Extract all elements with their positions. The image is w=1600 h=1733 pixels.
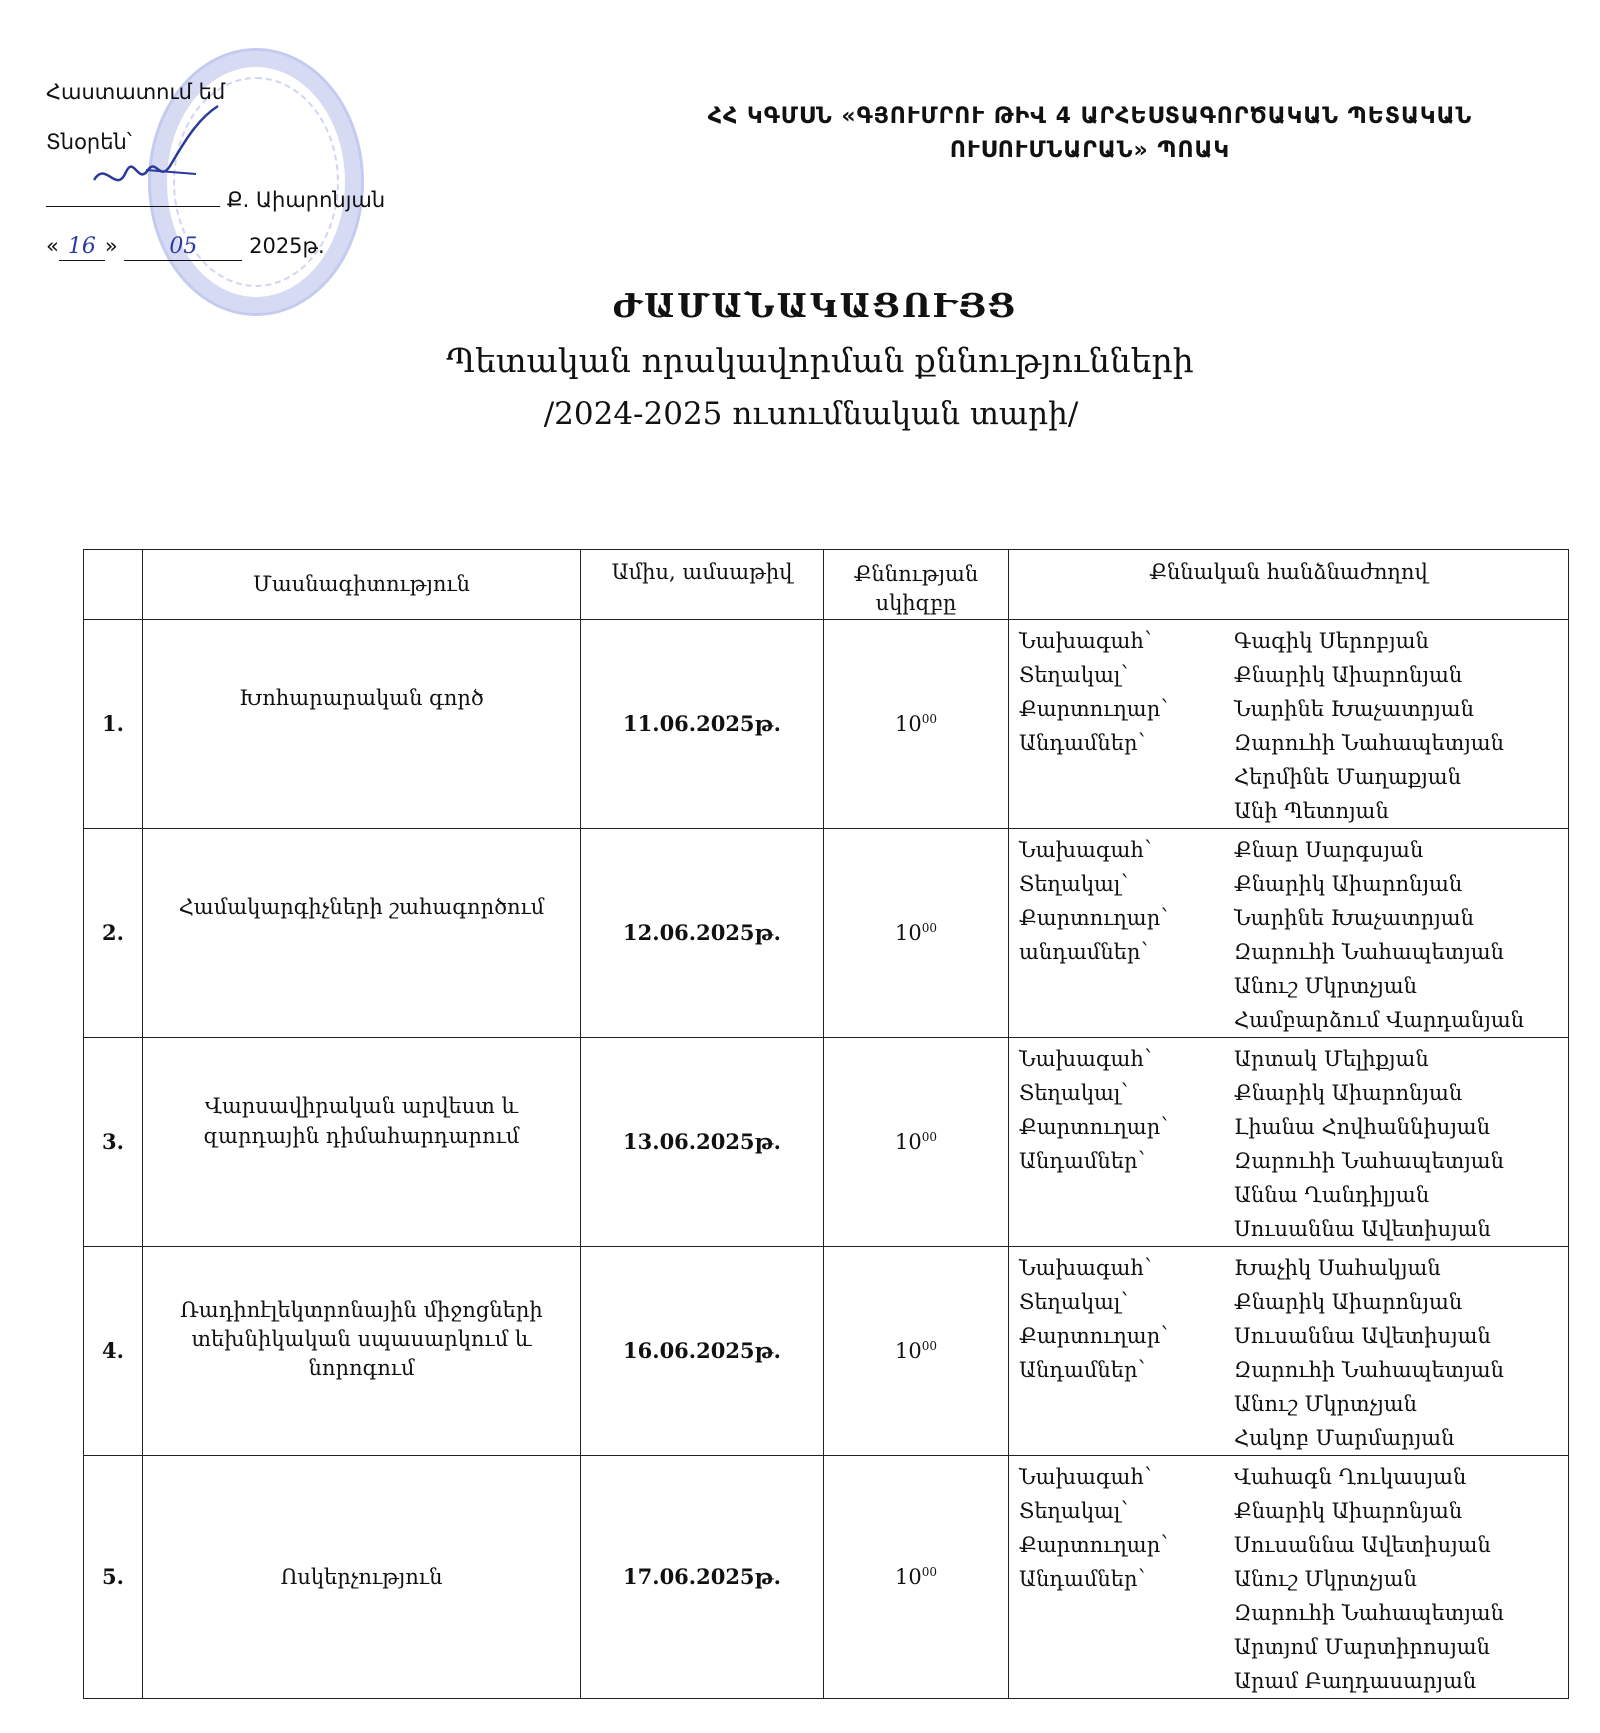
member-name: Քնարիկ Աիարոնյան [1234,871,1463,896]
member-name: Աննա Ղանդիլյան [1234,1182,1430,1207]
date-text: 11.06.2025թ. [623,711,781,737]
role-label: Տեղակալ՝ [1019,1498,1128,1523]
role-label: Անդամներ՝ [1019,730,1146,755]
title-academic-year: /2024-2025 ուսումնական տարի/ [543,396,1079,432]
signature-line [46,184,385,213]
role-label: Տեղակալ՝ [1019,662,1128,687]
time-minutes: 00 [921,1338,937,1353]
member-name: Վահագն Ղուկասյան [1234,1464,1467,1489]
approval-date [46,234,325,261]
row-date [581,1455,824,1698]
row-number: 1. [84,619,143,828]
row-number: 2. [84,828,143,1037]
row-start-time [824,1455,1009,1698]
commission-members [1234,624,1560,828]
header-number [84,550,143,620]
row-specialty [143,1455,581,1698]
close-quote: » [104,234,118,258]
row-number: 5. [84,1455,143,1698]
row-commission [1009,828,1569,1037]
org-line-1: ՀՀ ԿԳՄՍՆ «ԳՅՈՒՄՐՈՒ ԹԻՎ 4 ԱՐՀԵՍՏԱԳՈՐԾԱԿԱՆ ՊԵՏԱԿԱՆ [707,104,1473,129]
title-subtitle: Պետական որակավորման քննությունների [446,341,1194,380]
member-name: Լիանա Հովհաննիսյան [1234,1114,1491,1139]
header-commission: Քննական հանձնաժողով [1009,550,1569,620]
member-name: Անուշ Մկրտչյան [1234,1566,1418,1591]
specialty-text: Ոսկերչություն [280,1564,443,1589]
time-hours: 10 [894,1338,922,1363]
member-name: Խաչիկ Սահակյան [1234,1255,1441,1280]
org-line-2: ՈՒՍՈՒՄՆԱՐԱՆ» ՊՈԱԿ [949,138,1231,164]
member-name: Գագիկ Սերոբյան [1234,628,1429,653]
commission-roles [1019,624,1234,828]
member-name: Արտյոմ Մարտիրոսյան [1234,1634,1490,1659]
role-label: անդամներ՝ [1019,939,1149,964]
table-row [84,1037,1569,1246]
member-name: Հակոբ Մարմարյան [1234,1425,1455,1450]
date-text: 12.06.2025թ. [623,920,781,946]
header-start: Քննության սկիզբը [824,550,1009,620]
table-row [84,619,1569,828]
role-label: Քարտուղար՝ [1019,696,1168,721]
commission-roles [1019,833,1234,1037]
row-commission [1009,1037,1569,1246]
row-date [581,1246,824,1455]
member-name: Սուսաննա Ավետիսյան [1234,1532,1491,1557]
member-name: Սուսաննա Ավետիսյան [1234,1216,1491,1241]
time-minutes: 00 [921,1129,937,1144]
time-minutes: 00 [921,1564,937,1579]
approved-label: Հաստատում եմ [46,80,226,104]
director-name: Ք. Աիարոնյան [226,188,386,212]
commission-roles [1019,1251,1234,1455]
role-label: Քարտուղար՝ [1019,1532,1168,1557]
row-number: 3. [84,1037,143,1246]
time-minutes: 00 [921,920,937,935]
date-text: 13.06.2025թ. [623,1129,781,1155]
member-name: Քնար Սարգսյան [1234,837,1424,862]
row-commission [1009,1246,1569,1455]
approval-month: 05 [124,234,242,261]
time-minutes: 00 [921,711,937,726]
table-row [84,1246,1569,1455]
member-name: Նարինե Խաչատրյան [1234,696,1475,721]
member-name: Քնարիկ Աիարոնյան [1234,1498,1463,1523]
header-date: Ամիս, ամսաթիվ [581,550,824,620]
member-name: Զարուհի Նահապետյան [1234,1600,1505,1625]
member-name: Զարուհի Նահապետյան [1234,1357,1505,1382]
role-label: Քարտուղար՝ [1019,905,1168,930]
row-start-time [824,619,1009,828]
row-date [581,828,824,1037]
specialty-text: Վարսավիրական արվեստ և զարդային դիմահարդարում [203,1094,520,1148]
open-quote: « [46,234,59,258]
time-hours: 10 [894,920,922,945]
role-label: Նախագահ՝ [1019,1046,1152,1071]
time-hours: 10 [894,1564,922,1589]
role-label: Նախագահ՝ [1019,1255,1152,1280]
member-name: Սուսաննա Ավետիսյան [1234,1323,1491,1348]
member-name: Անի Պետոյան [1234,798,1389,823]
row-number: 4. [84,1246,143,1455]
table-row [84,1455,1569,1698]
role-label: Տեղակալ՝ [1019,1080,1128,1105]
member-name: Քնարիկ Աիարոնյան [1234,1289,1463,1314]
table-row [84,828,1569,1037]
row-date [581,619,824,828]
row-specialty [143,1037,581,1246]
role-label: Քարտուղար՝ [1019,1114,1168,1139]
role-label: Տեղակալ՝ [1019,1289,1128,1314]
row-specialty [143,828,581,1037]
role-label: Նախագահ՝ [1019,1464,1152,1489]
member-name: Անուշ Մկրտչյան [1234,973,1418,998]
member-name: Զարուհի Նահապետյան [1234,939,1505,964]
role-label: Քարտուղար՝ [1019,1323,1168,1348]
commission-roles [1019,1042,1234,1246]
date-text: 16.06.2025թ. [623,1338,781,1364]
time-hours: 10 [894,711,922,736]
exam-schedule-table [83,549,1569,1699]
commission-members [1234,1460,1560,1698]
time-hours: 10 [894,1129,922,1154]
row-commission [1009,1455,1569,1698]
role-label: Անդամներ՝ [1019,1566,1146,1591]
member-name: Նարինե Խաչատրյան [1234,905,1475,930]
member-name: Արամ Բաղդասարյան [1234,1668,1477,1693]
role-label: Անդամներ՝ [1019,1357,1146,1382]
organization-header [640,100,1540,168]
member-name: Զարուհի Նահապետյան [1234,1148,1505,1173]
member-name: Զարուհի Նահապետյան [1234,730,1505,755]
role-label: Նախագահ՝ [1019,837,1152,862]
member-name: Անուշ Մկրտչյան [1234,1391,1418,1416]
row-specialty [143,1246,581,1455]
member-name: Քնարիկ Աիարոնյան [1234,662,1463,687]
document-title [0,286,1600,432]
title-main: ԺԱՄԱՆԱԿԱՑՈՒՅՑ [612,286,1018,325]
member-name: Քնարիկ Աիարոնյան [1234,1080,1463,1105]
specialty-text: Համակարգիչների շահագործում [178,894,545,919]
row-commission [1009,619,1569,828]
member-name: Հերմինե Մաղաքյան [1234,764,1462,789]
date-text: 17.06.2025թ. [623,1564,781,1590]
approval-day: 16 [59,234,105,261]
row-start-time [824,1037,1009,1246]
approval-year: 2025թ. [249,234,325,258]
commission-members [1234,1042,1560,1246]
role-label: Անդամներ՝ [1019,1148,1146,1173]
row-date [581,1037,824,1246]
commission-members [1234,1251,1560,1455]
commission-members [1234,833,1560,1037]
commission-roles [1019,1460,1234,1698]
specialty-text: Ռադիոէլեկտրոնային միջոցների տեխնիկական սպասարկում և նորոգում [180,1297,543,1381]
member-name: Արտակ Մելիքյան [1234,1046,1429,1071]
row-start-time [824,828,1009,1037]
member-name: Համբարձում Վարդանյան [1234,1007,1525,1032]
role-label: Տեղակալ՝ [1019,871,1128,896]
role-label: Նախագահ՝ [1019,628,1152,653]
signature-blank [46,184,220,207]
director-label: Տնօրեն՝ [46,130,132,154]
header-specialty: Մասնագիտություն [143,550,581,620]
specialty-text: Խոհարարական գործ [239,685,484,710]
row-start-time [824,1246,1009,1455]
table-header-row [84,550,1569,620]
row-specialty [143,619,581,828]
